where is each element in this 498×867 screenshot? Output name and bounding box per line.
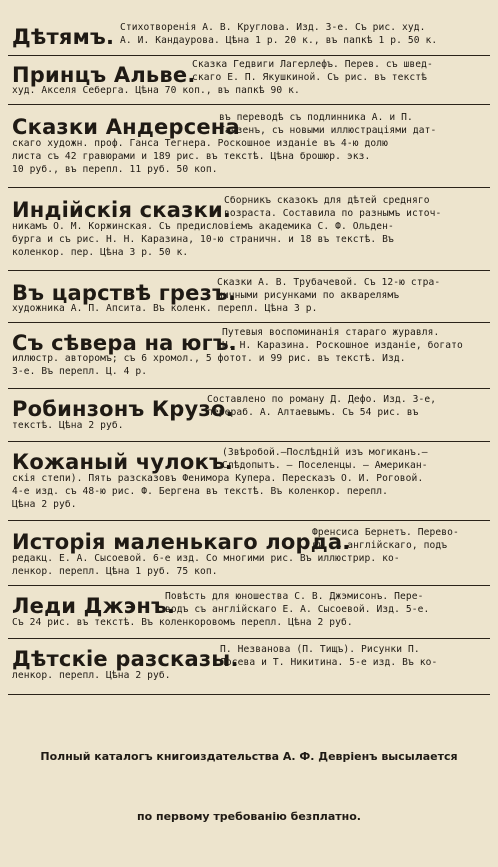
entry-text-line: Путевыя воспоминанія стараго журавля. — [222, 327, 440, 338]
entry-text-line: Френсиса Бернетъ. Перево- — [312, 527, 459, 538]
entry-title: Индійскія сказки. — [12, 198, 232, 222]
entry-text-line: текстѣ. Цѣна 2 руб. — [12, 420, 124, 431]
separator-rule — [8, 104, 490, 105]
separator-rule — [8, 270, 490, 271]
entry-title: Исторія маленькаго лорда. — [12, 530, 351, 554]
entry-title: Дѣтямъ. — [12, 25, 115, 49]
entry-text-line: бурга и съ рис. Н. Н. Каразина, 10-ю страничн. и 18 въ текстѣ. Въ — [12, 234, 394, 245]
entry-text-line: Повѣсть для юношества С. В. Джэмисонъ. Пере- — [165, 591, 424, 602]
entry-text-line: ленкор. перепл. Цѣна 1 руб. 75 коп. — [12, 566, 218, 577]
catalog-entry — [12, 110, 488, 186]
entry-text-line: ленкор. перепл. Цѣна 2 руб. — [12, 670, 171, 681]
entry-text-line: Ганзенъ, съ новыми иллюстраціями дат- — [219, 125, 437, 136]
entry-text-line: Слѣдопытъ. — Поселенцы. — Американ- — [222, 460, 428, 471]
entry-text-line: 3-е. Въ перепл. Ц. 4 р. — [12, 366, 148, 377]
separator-rule — [8, 388, 490, 389]
entry-text-line: возраста. Составила по разнымъ источ- — [224, 208, 442, 219]
entry-text-line: иллюстр. авторомъ; съ 6 хромол., 5 фотот. и 99 рис. въ текстѣ. Изд. — [12, 353, 406, 364]
entry-text-line: Цѣна 2 руб. — [12, 499, 77, 510]
separator-rule — [8, 638, 490, 639]
catalog-entry — [12, 327, 488, 387]
catalog-entry — [12, 590, 488, 637]
entry-title: Дѣтскіе разсказы. — [12, 647, 239, 671]
entry-text-line: Сказка Гедвиги Лагерлефъ. Перев. съ швед- — [192, 59, 433, 70]
separator-rule — [8, 441, 490, 442]
entry-text-line: П. Незванова (П. Тищъ). Рисунки П. — [220, 644, 420, 655]
entry-text-line: А. И. Кандаурова. Цѣна 1 р. 20 к., въ папкѣ 1 р. 50 к. — [120, 35, 438, 46]
entry-text-line: въ переводѣ съ подлинника А. и П. — [219, 112, 413, 123]
entry-title: Въ царствѣ грезъ. — [12, 281, 237, 305]
entry-title: Робинзонъ Крузо. — [12, 397, 234, 421]
entry-text-line: ничными рисунками по акварелямъ — [217, 290, 400, 301]
catalog-entry — [12, 526, 488, 584]
entry-text-line: листа съ 42 гравюрами и 189 рис. въ текстѣ. Цѣна брошюр. экз. — [12, 151, 371, 162]
entry-title: Съ сѣвера на югъ. — [12, 331, 237, 355]
separator-rule — [8, 585, 490, 586]
separator-rule — [8, 694, 490, 695]
catalog-entry — [12, 393, 488, 440]
catalog-footer-notice — [8, 707, 490, 867]
entry-text-line: Составлено по роману Д. Дефо. Изд. 3-е, — [207, 394, 437, 405]
entry-title: Принцъ Альве. — [12, 63, 196, 87]
entry-text-line: художника А. П. Апсита. Въ коленк. перепл. Цѣна 3 р. — [12, 303, 318, 314]
catalog-entry — [12, 643, 488, 693]
catalog-entry — [12, 276, 488, 321]
entry-text-line: Н. Н. Каразина. Роскошное изданіе, богато — [222, 340, 463, 351]
catalog-entry — [12, 22, 488, 54]
entry-title: Кожаный чулокъ. — [12, 450, 234, 474]
entry-text-line: редакц. Е. А. Сысоевой. 6-е изд. Со многими рис. Въ иллюстрир. ко- — [12, 553, 400, 564]
entry-text-line: 10 руб., въ перепл. 11 руб. 50 коп. — [12, 164, 218, 175]
entry-text-line: скаго художн. проф. Ганса Тегнера. Роскошное изданіе въ 4-ю долю — [12, 138, 389, 149]
catalog-entry — [12, 59, 488, 103]
entry-text-line: никамъ О. М. Коржинская. Съ предисловіемъ академика С. Ф. Ольден- — [12, 221, 394, 232]
separator-rule — [8, 55, 490, 56]
entry-title: Леди Джэнъ. — [12, 594, 176, 618]
entry-text-line: (Звѣробой.—Послѣдній изъ могиканъ.— — [222, 447, 428, 458]
entry-text-line: дъ съ англійскаго, подъ — [312, 540, 448, 551]
entry-text-line: скія степи). Пять разсказовъ Фенимора Купера. Пересказъ О. И. Роговой. — [12, 473, 424, 484]
entry-text-line: худ. Акселя Себерга. Цѣна 70 коп., въ папкѣ 90 к. — [12, 85, 300, 96]
entry-text-line: 4-е изд. съ 48-ю рис. Ф. Бергена въ текстѣ. Въ коленкор. перепл. — [12, 486, 389, 497]
catalog-entry — [12, 446, 488, 519]
entry-text-line: перераб. А. Алтаевымъ. Съ 54 рис. въ — [207, 407, 419, 418]
separator-rule — [8, 187, 490, 188]
entry-text-line: Сборникъ сказокъ для дѣтей средняго — [224, 195, 430, 206]
entry-text-line: Лосева и Т. Никитина. 5-е изд. Въ ко- — [220, 657, 438, 668]
entry-title: Сказки Андерсена — [12, 115, 240, 139]
entry-text-line: Сказки А. В. Трубачевой. Съ 12-ю стра- — [217, 277, 441, 288]
separator-rule — [8, 520, 490, 521]
entry-text-line: водъ съ англійскаго Е. А. Сысоевой. Изд. 5-е. — [165, 604, 430, 615]
separator-rule — [8, 322, 490, 323]
footer-line: по первому требованію безплатно. — [137, 810, 361, 823]
catalog-entry — [12, 193, 488, 269]
footer-line: Полный каталогъ книгоиздательства А. Ф. Девріенъ высылается — [40, 750, 458, 763]
entry-text-line: Съ 24 рис. въ текстѣ. Въ коленкоровомъ перепл. Цѣна 2 руб. — [12, 617, 353, 628]
entry-text-line: коленкор. пер. Цѣна 3 р. 50 к. — [12, 247, 189, 258]
entry-text-line: Стихотворенія А. В. Круглова. Изд. 3-е. Съ рис. худ. — [120, 22, 426, 33]
entry-text-line: скаго Е. П. Якушкиной. Съ рис. въ текстѣ — [192, 72, 428, 83]
